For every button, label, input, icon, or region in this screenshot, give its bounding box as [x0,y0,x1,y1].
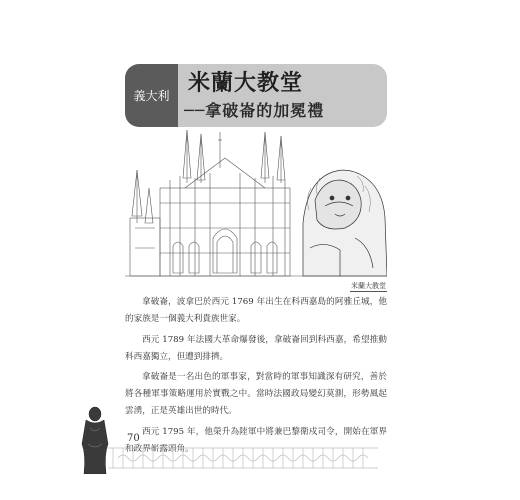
paragraph: 拿破崙，波拿巴於西元 1769 年出生在科西嘉島的阿雅丘城，他的家族是一個義大利貴族世家。 [125,297,387,324]
country-label: 義大利 [133,89,170,103]
ornamental-fence-icon [108,438,378,474]
chapter-subtitle: ──拿破崙的加冕禮 [184,101,325,120]
cathedral-illustration [125,128,387,280]
paragraph: 拿破崙是一名出色的軍事家，對當時的軍事知識深有研究，善於將各種軍事策略運用於實戰之中。當時法國政局變幻莫測，形勢風起雲湧，正是英雄出世的時代。 [125,372,387,416]
page-number: 70 [127,433,140,444]
country-tab [125,64,178,127]
article-body [125,294,387,461]
paragraph: 西元 1795 年，他榮升為陸軍中將兼巴黎衛戍司令，開始在軍界和政界嶄露頭角。 [125,426,387,454]
chapter-banner [125,64,387,127]
chapter-title: 米蘭大教堂 [188,70,304,96]
illustration-caption: 米蘭大教堂 [351,282,386,290]
paragraph: 西元 1789 年法國大革命爆發後，拿破崙回到科西嘉，希望推動科西嘉獨立，但遭到排擠。 [125,334,387,362]
sculpture-figure-icon [78,404,112,474]
title-box [178,64,387,127]
